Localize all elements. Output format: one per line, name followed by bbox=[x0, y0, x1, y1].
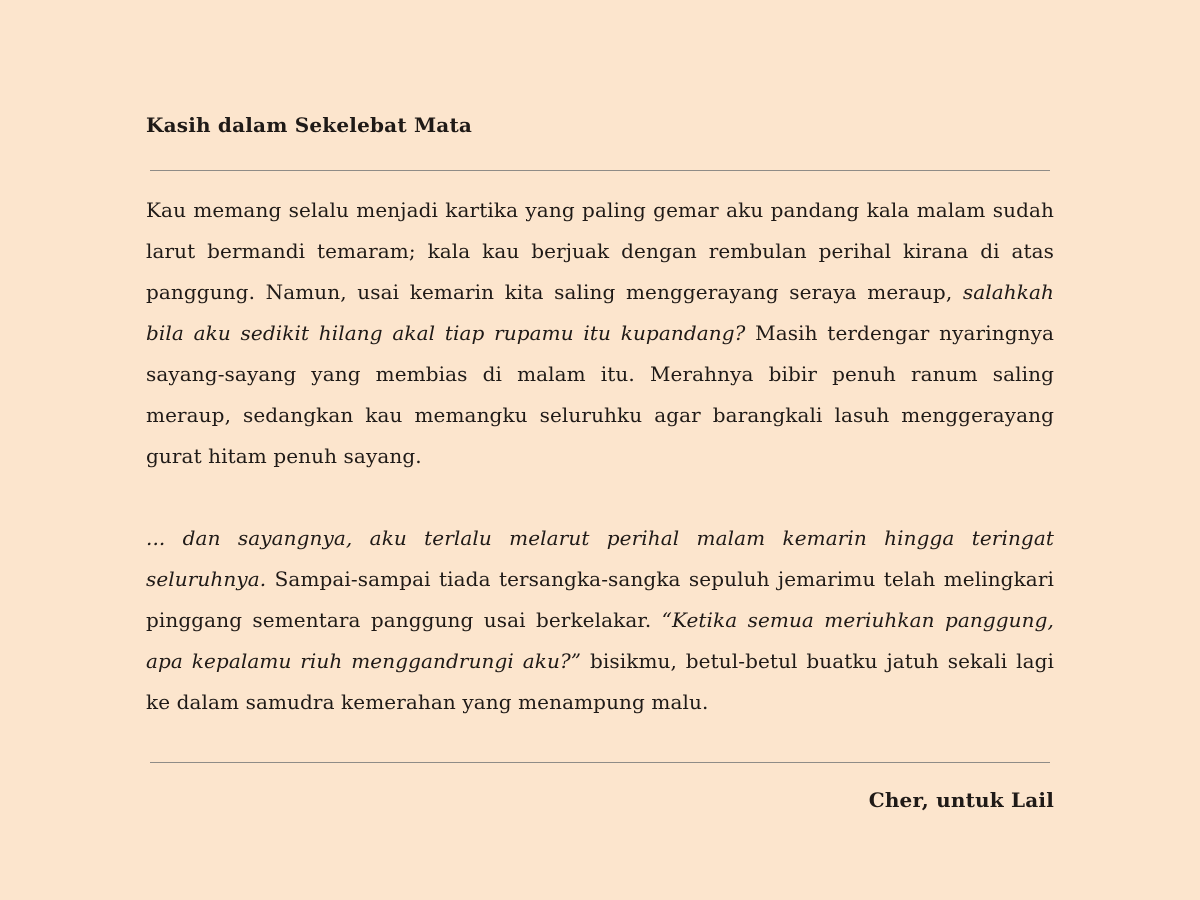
paragraph-first-italic-question: salahkah bila aku sedikit hilang akal tiap rupamu itu kupandang? bbox=[146, 280, 1054, 345]
top-divider bbox=[150, 170, 1050, 171]
paragraph-second-text-2: bisikmu, betul-betul buatku jatuh sekali lagi ke dalam samudra kemerahan yang menampung malu. bbox=[146, 649, 1054, 714]
paragraph-first bbox=[146, 190, 1054, 477]
paragraph-second-italic-opening: ... dan sayangnya, aku terlalu melarut perihal malam kemarin hingga teringat seluruhnya. bbox=[146, 526, 1054, 591]
paragraph-second-text-1: Sampai-sampai tiada tersangka-sangka sepuluh jemarimu telah melingkari pinggang sementara panggung usai berkelakar. bbox=[146, 567, 1054, 632]
poem-title: Kasih dalam Sekelebat Mata bbox=[146, 113, 473, 137]
paragraph-first-text-2: Masih terdengar nyaringnya sayang-sayang yang membias di malam itu. Merahnya bibir penuh ranum saling meraup, sedangkan kau memangku seluruhku agar barangkali lasuh menggerayang gurat hitam penuh sayang. bbox=[146, 321, 1054, 468]
bottom-divider bbox=[150, 762, 1050, 763]
paragraph-first-text-1: Kau memang selalu menjadi kartika yang paling gemar aku pandang kala malam sudah larut bermandi temaram; kala kau berjuak dengan rembulan perihal kirana di atas panggung. Namun, usai kemarin kita saling menggerayang seraya meraup, bbox=[146, 198, 1054, 304]
poem-body bbox=[146, 190, 1054, 723]
signature: Cher, untuk Lail bbox=[868, 788, 1054, 812]
paragraph-second-italic-quote: “Ketika semua meriuhkan panggung, apa kepalamu riuh menggandrungi aku?” bbox=[146, 608, 1054, 673]
paragraph-second bbox=[146, 518, 1054, 723]
